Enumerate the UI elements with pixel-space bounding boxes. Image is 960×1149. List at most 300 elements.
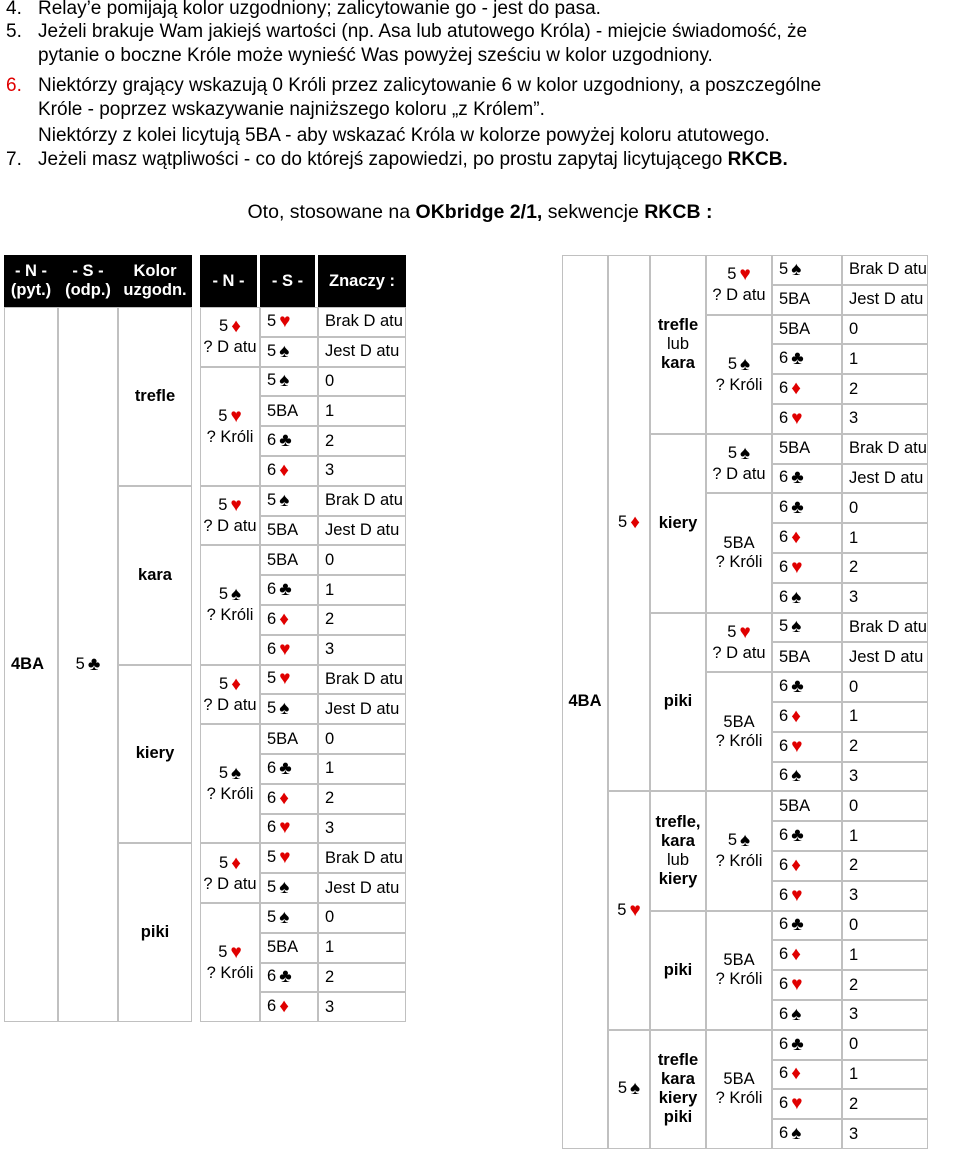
s-answer-2-bid bbox=[267, 640, 290, 658]
s-answer-2-bid bbox=[267, 698, 290, 720]
club-icon: ♣ bbox=[791, 825, 804, 847]
bid-level: 5BA bbox=[267, 401, 299, 420]
list-number: 5. bbox=[6, 21, 22, 42]
agreed-suit-text: lub bbox=[666, 334, 690, 353]
n-ask-2-bid bbox=[727, 623, 750, 641]
bid-level: 5 bbox=[617, 1079, 628, 1098]
heart-icon: ♥ bbox=[279, 668, 291, 690]
n-ask-2-cell bbox=[706, 1030, 772, 1149]
s-answer-2-cell bbox=[260, 635, 318, 665]
n-ask-2-cell bbox=[706, 493, 772, 612]
meaning-cell: Jest D atu bbox=[318, 516, 406, 546]
s-answer-2-cell bbox=[260, 933, 318, 963]
s-answer-2-cell bbox=[772, 285, 842, 315]
club-icon: ♣ bbox=[791, 914, 804, 936]
meaning-cell: 2 bbox=[318, 605, 406, 635]
bid-level: 5 bbox=[727, 444, 738, 463]
bid-level: 6 bbox=[779, 1004, 789, 1023]
s-answer-2-cell bbox=[260, 814, 318, 844]
bid-level: 5BA bbox=[267, 550, 299, 569]
meaning-cell: 0 bbox=[318, 724, 406, 754]
agreed-suit-cell bbox=[650, 613, 706, 792]
meaning-cell: 3 bbox=[318, 456, 406, 486]
meaning-cell: 3 bbox=[842, 881, 928, 911]
bid-level: 6 bbox=[267, 788, 277, 807]
n-ask-2-cell bbox=[706, 255, 772, 315]
ask-label: ? D atu bbox=[203, 338, 257, 357]
ask-label: ? D atu bbox=[712, 465, 766, 484]
diamond-icon: ♦ bbox=[231, 316, 241, 338]
ask-label: ? Króli bbox=[715, 970, 763, 989]
ask-label: ? Króli bbox=[206, 785, 254, 804]
club-icon: ♣ bbox=[279, 966, 292, 988]
diamond-icon: ♦ bbox=[791, 944, 801, 966]
heart-icon: ♥ bbox=[230, 405, 242, 427]
heart-icon: ♥ bbox=[230, 942, 242, 964]
s-answer-2-cell bbox=[260, 903, 318, 933]
meaning-cell: 2 bbox=[842, 732, 928, 762]
gap-cell bbox=[192, 486, 200, 665]
s-answer-bid bbox=[617, 1078, 641, 1100]
table-row bbox=[562, 1030, 928, 1060]
s-answer-2-bid bbox=[779, 825, 804, 847]
s-answer-bid bbox=[76, 655, 101, 673]
heart-icon: ♥ bbox=[230, 495, 242, 517]
n-ask-2-cell bbox=[200, 843, 260, 903]
agreed-suit-text: kara bbox=[661, 353, 695, 372]
s-answer-2-cell bbox=[260, 456, 318, 486]
s-answer-2-bid bbox=[267, 759, 292, 777]
s-answer-2-bid bbox=[267, 847, 291, 869]
ask-label: ? D atu bbox=[712, 643, 766, 662]
n-ask-2-cell bbox=[200, 367, 260, 486]
table-row bbox=[562, 255, 928, 285]
agreed-suit-text: kiery bbox=[658, 513, 698, 532]
meaning-cell: 3 bbox=[842, 762, 928, 792]
meaning-cell: 2 bbox=[318, 426, 406, 456]
s-answer-2-bid bbox=[779, 439, 810, 457]
s-answer-2-bid bbox=[779, 944, 801, 966]
s-answer-2-bid bbox=[779, 348, 804, 370]
bid-level: 5 bbox=[218, 585, 229, 604]
header-agreed-suit bbox=[118, 255, 192, 307]
s-answer-2-bid bbox=[267, 402, 298, 420]
bid-level: 5 bbox=[779, 259, 789, 278]
s-answer-bid bbox=[617, 901, 640, 919]
agreed-suit-cell bbox=[650, 791, 706, 910]
header-text: Kolor bbox=[133, 262, 177, 280]
meaning-cell: Jest D atu bbox=[842, 285, 928, 315]
spade-icon: ♠ bbox=[791, 258, 802, 280]
meaning-cell: 3 bbox=[318, 635, 406, 665]
bid-level: 5 bbox=[267, 699, 277, 718]
header-n-ask bbox=[4, 255, 58, 307]
spade-icon: ♠ bbox=[791, 586, 802, 608]
bid-level: 5 bbox=[727, 622, 737, 641]
s-answer-2-cell bbox=[260, 992, 318, 1022]
meaning-cell: 3 bbox=[318, 992, 406, 1022]
s-answer-2-bid bbox=[779, 467, 804, 489]
diamond-icon: ♦ bbox=[791, 378, 801, 400]
agreed-suit-cell: kara bbox=[118, 486, 192, 665]
n-ask-2-bid bbox=[728, 355, 750, 373]
list-text: Króle - poprzez wskazywanie najniższego koloru „z Królem”. bbox=[38, 99, 545, 120]
bid-level: 5 bbox=[727, 265, 737, 284]
header-meaning bbox=[318, 255, 406, 307]
s-answer-2-cell bbox=[772, 493, 842, 523]
agreed-suit-text: kiery bbox=[658, 869, 698, 888]
s-answer-2-bid bbox=[779, 616, 802, 638]
table-row bbox=[562, 791, 928, 821]
s-answer-2-cell bbox=[772, 255, 842, 285]
rkcb-table-left bbox=[4, 255, 406, 1022]
bid-level: 5 bbox=[218, 943, 228, 962]
header-text: - N - bbox=[14, 262, 48, 280]
spade-icon: ♠ bbox=[279, 906, 290, 928]
s-answer-2-cell bbox=[772, 1089, 842, 1119]
bid-level: 5 bbox=[267, 848, 277, 867]
s-answer-2-bid bbox=[267, 430, 292, 452]
header-text: - N - bbox=[212, 271, 245, 290]
n-ask-2-bid bbox=[218, 495, 242, 517]
bid-level: 5 bbox=[218, 496, 228, 515]
header-text: (odp.) bbox=[65, 281, 111, 299]
bid-level: 6 bbox=[779, 855, 789, 874]
bid-level: 5 bbox=[267, 878, 277, 897]
s-answer-2-bid bbox=[267, 521, 298, 539]
s-answer-cell bbox=[608, 791, 650, 1029]
bid-level: 6 bbox=[779, 945, 789, 964]
ask-label: ? Króli bbox=[715, 731, 763, 750]
n-ask-2-cell bbox=[706, 791, 772, 910]
meaning-cell: 1 bbox=[318, 575, 406, 605]
meaning-cell: 2 bbox=[842, 374, 928, 404]
s-answer-2-cell bbox=[260, 724, 318, 754]
bid-level: 6 bbox=[267, 460, 277, 479]
s-answer-2-cell bbox=[772, 732, 842, 762]
bid-level: 5 bbox=[267, 311, 277, 330]
ask-label: ? Króli bbox=[715, 1089, 763, 1108]
s-answer-2-bid bbox=[267, 908, 289, 926]
s-answer-2-cell bbox=[772, 911, 842, 941]
s-answer-2-bid bbox=[779, 797, 810, 815]
bid-level: 6 bbox=[779, 677, 789, 696]
s-answer-2-bid bbox=[267, 551, 298, 569]
s-answer-2-cell bbox=[260, 843, 318, 873]
bid-level: 5 bbox=[267, 907, 277, 926]
bid-level: 5BA bbox=[779, 439, 811, 458]
spade-icon: ♠ bbox=[279, 877, 290, 899]
s-answer-2-bid bbox=[779, 765, 802, 787]
s-answer-2-cell bbox=[260, 545, 318, 575]
list-text: Niektórzy grający wskazują 0 Króli przez zalicytowanie 6 w kolor uzgodniony, a poszczególne bbox=[38, 75, 822, 96]
bid-level: 5BA bbox=[267, 938, 299, 957]
spade-icon: ♠ bbox=[740, 830, 751, 852]
meaning-cell: 2 bbox=[842, 851, 928, 881]
bid-level: 5 bbox=[267, 371, 277, 390]
s-answer-2-cell bbox=[260, 784, 318, 814]
bid-level: 5 bbox=[218, 406, 228, 425]
s-answer-2-cell bbox=[772, 672, 842, 702]
agreed-suit-text: piki bbox=[663, 1108, 693, 1127]
n-ask-2-bid bbox=[723, 951, 754, 969]
n-ask-2-cell bbox=[706, 911, 772, 1030]
bid-level: 5 bbox=[617, 900, 627, 919]
n-ask-2-bid bbox=[219, 854, 241, 872]
gap-cell bbox=[192, 665, 200, 844]
gap-cell bbox=[192, 307, 200, 486]
bid-level: 6 bbox=[779, 557, 789, 576]
s-answer-2-bid bbox=[779, 707, 801, 725]
s-answer-2-bid bbox=[267, 610, 289, 628]
meaning-cell: Brak D atu bbox=[842, 255, 928, 285]
s-answer-2-cell bbox=[260, 337, 318, 367]
agreed-suit-cell bbox=[650, 1030, 706, 1149]
list-text: Niektórzy z kolei licytują 5BA - aby wskazać Króla w kolorze powyżej koloru atutowego. bbox=[38, 125, 770, 146]
agreed-suit-cell: kiery bbox=[118, 665, 192, 844]
heart-icon: ♥ bbox=[739, 264, 751, 286]
meaning-cell: 2 bbox=[842, 553, 928, 583]
s-answer-2-cell bbox=[772, 821, 842, 851]
s-answer-2-cell bbox=[260, 605, 318, 635]
bid-level: 6 bbox=[267, 580, 277, 599]
diamond-icon: ♦ bbox=[791, 705, 801, 727]
n-ask-2-cell bbox=[706, 315, 772, 434]
s-answer-2-bid bbox=[779, 320, 810, 338]
meaning-cell: 0 bbox=[318, 903, 406, 933]
n-ask-2-bid bbox=[218, 942, 242, 964]
s-answer-2-cell bbox=[260, 486, 318, 516]
s-answer-2-cell bbox=[772, 583, 842, 613]
s-answer-2-bid bbox=[267, 579, 292, 601]
spade-icon: ♠ bbox=[279, 489, 290, 511]
header-text: - S - bbox=[72, 262, 104, 280]
bid-level: 6 bbox=[779, 706, 789, 725]
meaning-cell: Jest D atu bbox=[318, 873, 406, 903]
club-icon: ♣ bbox=[791, 497, 804, 519]
meaning-cell: 0 bbox=[318, 545, 406, 575]
heart-icon: ♥ bbox=[791, 735, 803, 757]
bid-level: 6 bbox=[779, 349, 789, 368]
meaning-cell: Jest D atu bbox=[842, 642, 928, 672]
spade-icon: ♠ bbox=[791, 616, 802, 638]
meaning-cell: 2 bbox=[318, 963, 406, 993]
meaning-cell: 3 bbox=[842, 1119, 928, 1149]
club-icon: ♣ bbox=[791, 1033, 804, 1055]
s-answer-2-cell bbox=[772, 851, 842, 881]
heart-icon: ♥ bbox=[791, 974, 803, 996]
s-answer-2-bid bbox=[267, 461, 289, 479]
spade-icon: ♠ bbox=[740, 443, 751, 465]
s-answer-2-bid bbox=[779, 588, 801, 606]
n-ask-cell: 4BA bbox=[4, 307, 58, 1022]
table-row bbox=[4, 307, 406, 337]
n-ask-2-cell bbox=[200, 903, 260, 1022]
club-icon: ♣ bbox=[279, 579, 292, 601]
s-answer-2-cell bbox=[772, 881, 842, 911]
bid-level: 5BA bbox=[779, 290, 811, 309]
s-answer-2-cell bbox=[772, 791, 842, 821]
meaning-cell: 0 bbox=[842, 911, 928, 941]
spade-icon: ♠ bbox=[791, 1003, 802, 1025]
meaning-cell: 1 bbox=[318, 933, 406, 963]
bid-level: 6 bbox=[779, 1094, 789, 1113]
meaning-cell: 0 bbox=[842, 791, 928, 821]
agreed-suit-text: trefle bbox=[657, 1051, 699, 1070]
bid-level: 5BA bbox=[779, 796, 811, 815]
bid-level: 6 bbox=[779, 885, 789, 904]
meaning-cell: Brak D atu bbox=[318, 665, 406, 695]
meaning-cell: 0 bbox=[842, 1030, 928, 1060]
list-text: Relay’e pomijają kolor uzgodniony; zalicytowanie go - jest do pasa. bbox=[38, 0, 601, 19]
s-answer-2-bid bbox=[779, 856, 801, 874]
bid-level: 6 bbox=[267, 967, 277, 986]
diamond-icon: ♦ bbox=[791, 854, 801, 876]
s-answer-2-cell bbox=[772, 315, 842, 345]
s-answer-2-cell bbox=[260, 426, 318, 456]
bid-level: 5BA bbox=[723, 712, 755, 731]
agreed-suit-cell bbox=[650, 434, 706, 613]
diamond-icon: ♦ bbox=[231, 673, 241, 695]
n-ask-2-bid bbox=[723, 534, 754, 552]
bid-level: 5 bbox=[219, 853, 229, 872]
bid-level: 6 bbox=[779, 915, 789, 934]
spade-icon: ♠ bbox=[740, 353, 751, 375]
meaning-cell: 0 bbox=[842, 493, 928, 523]
meaning-cell: 1 bbox=[842, 523, 928, 553]
s-answer-2-cell bbox=[772, 642, 842, 672]
bid-level: 5BA bbox=[723, 1070, 755, 1089]
s-answer-2-bid bbox=[779, 290, 810, 308]
n-ask-2-bid bbox=[218, 763, 242, 785]
header-n-ask-2 bbox=[200, 255, 260, 307]
s-answer-2-cell bbox=[772, 762, 842, 792]
ask-label: ? D atu bbox=[203, 695, 257, 714]
s-answer-2-cell bbox=[772, 344, 842, 374]
s-answer-2-cell bbox=[260, 575, 318, 605]
s-answer-2-cell bbox=[772, 1000, 842, 1030]
agreed-suit-text: kara bbox=[661, 1070, 695, 1089]
ask-label: ? Króli bbox=[715, 852, 763, 871]
meaning-cell: 1 bbox=[842, 940, 928, 970]
heart-icon: ♥ bbox=[739, 621, 751, 643]
spade-icon: ♠ bbox=[791, 1123, 802, 1144]
bid-level: 5 bbox=[219, 674, 229, 693]
club-icon: ♣ bbox=[791, 676, 804, 698]
s-answer-2-bid bbox=[779, 914, 804, 936]
n-ask-2-cell bbox=[706, 613, 772, 673]
meaning-cell: Jest D atu bbox=[318, 694, 406, 724]
agreed-suit-cell: trefle bbox=[118, 307, 192, 486]
s-answer-2-cell bbox=[260, 963, 318, 993]
s-answer-2-cell bbox=[260, 873, 318, 903]
header-s-answer-2 bbox=[260, 255, 318, 307]
list-text: Jeżeli masz wątpliwości - co do którejś zapowiedzi, po prostu zapytaj licytującego RKCB. bbox=[38, 149, 788, 170]
meaning-cell: 3 bbox=[842, 404, 928, 434]
ask-label: ? Króli bbox=[715, 552, 763, 571]
s-answer-2-bid bbox=[267, 730, 298, 748]
ask-label: ? Króli bbox=[206, 606, 254, 625]
agreed-suit-text: kara bbox=[661, 831, 695, 850]
n-ask-2-bid bbox=[218, 584, 242, 606]
meaning-cell: Brak D atu bbox=[842, 434, 928, 464]
diamond-icon: ♦ bbox=[279, 608, 289, 630]
diamond-icon: ♦ bbox=[791, 1063, 801, 1085]
club-icon: ♣ bbox=[279, 430, 292, 452]
bid-level: 6 bbox=[779, 528, 789, 547]
bid-level: 6 bbox=[779, 1034, 789, 1053]
bid-level: 6 bbox=[779, 1124, 789, 1142]
bid-level: 5 bbox=[727, 831, 738, 850]
s-answer-2-bid bbox=[267, 342, 289, 360]
bid-level: 5BA bbox=[723, 951, 755, 970]
heart-icon: ♥ bbox=[791, 407, 803, 429]
ask-label: ? Króli bbox=[206, 964, 254, 983]
agreed-suit-text: trefle bbox=[657, 315, 699, 334]
meaning-cell: Brak D atu bbox=[318, 307, 406, 337]
bid-level: 6 bbox=[779, 975, 789, 994]
s-answer-cell bbox=[608, 255, 650, 791]
bid-level: 6 bbox=[779, 498, 789, 517]
s-answer-cell bbox=[608, 1030, 650, 1149]
s-answer-2-bid bbox=[267, 668, 291, 690]
meaning-cell: 1 bbox=[842, 344, 928, 374]
spade-icon: ♠ bbox=[279, 698, 290, 720]
header-text: - S - bbox=[271, 271, 304, 290]
s-answer-2-bid bbox=[779, 1035, 804, 1053]
list-text: pytanie o boczne Króle może wynieść Was powyżej sześciu w kolor uzgodniony. bbox=[38, 45, 713, 66]
bid-level: 6 bbox=[779, 587, 789, 606]
bid-level: 6 bbox=[779, 736, 789, 755]
s-answer-2-cell bbox=[772, 940, 842, 970]
bid-level: 5 bbox=[618, 513, 628, 532]
ask-label: ? D atu bbox=[203, 517, 257, 536]
heart-icon: ♥ bbox=[279, 817, 291, 839]
agreed-suit-text: piki bbox=[663, 960, 693, 979]
diamond-icon: ♦ bbox=[231, 852, 241, 874]
meaning-cell: 1 bbox=[842, 702, 928, 732]
s-answer-2-cell bbox=[772, 404, 842, 434]
list-number: 7. bbox=[6, 149, 22, 170]
s-answer-2-cell bbox=[772, 374, 842, 404]
bid-level: 6 bbox=[779, 826, 789, 845]
s-answer-2-cell bbox=[260, 754, 318, 784]
bid-level: 6 bbox=[267, 997, 277, 1016]
bid-level: 5BA bbox=[267, 729, 299, 748]
s-answer-2-bid bbox=[779, 558, 802, 576]
s-answer-2-cell bbox=[772, 1119, 842, 1149]
list-text: Jeżeli brakuje Wam jakiejś wartości (np. Asa lub atutowego Króla) - miejcie świadomość, że bbox=[38, 21, 808, 42]
diamond-icon: ♦ bbox=[279, 787, 289, 809]
meaning-cell: 1 bbox=[842, 1060, 928, 1090]
bid-level: 5BA bbox=[267, 520, 299, 539]
s-answer-cell bbox=[58, 307, 118, 1022]
meaning-cell: Brak D atu bbox=[318, 486, 406, 516]
meaning-cell: Jest D atu bbox=[842, 464, 928, 494]
s-answer-2-cell bbox=[772, 613, 842, 643]
heart-icon: ♥ bbox=[791, 556, 803, 578]
n-ask-2-bid bbox=[723, 713, 754, 731]
s-answer-2-bid bbox=[779, 676, 804, 698]
agreed-suit-text: trefle, bbox=[655, 812, 701, 831]
bid-level: 6 bbox=[779, 766, 789, 785]
meaning-cell: 3 bbox=[842, 583, 928, 613]
spade-icon: ♠ bbox=[231, 763, 242, 785]
heart-icon: ♥ bbox=[279, 310, 291, 332]
club-icon: ♣ bbox=[791, 348, 804, 370]
n-ask-2-cell bbox=[200, 545, 260, 664]
diamond-icon: ♦ bbox=[279, 996, 289, 1018]
